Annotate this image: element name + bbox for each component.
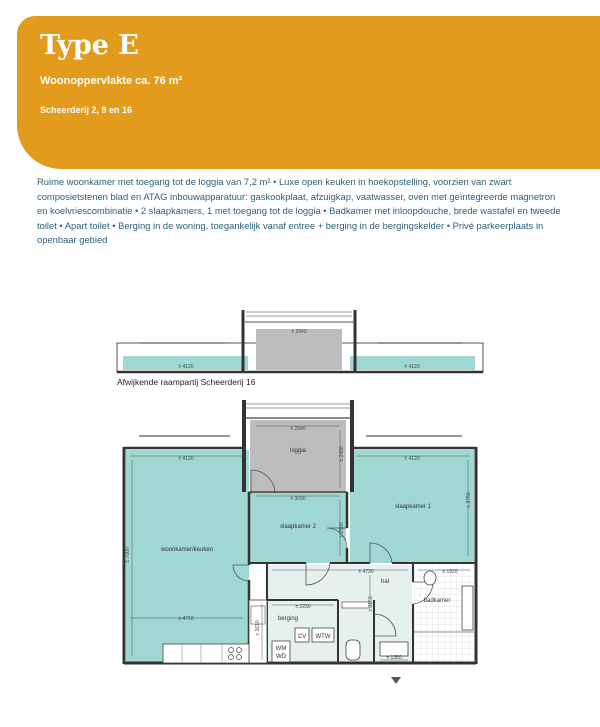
dim-slaapkamer-2-height: ± 2500 [339,522,345,538]
dim-slaapkamer-1-height: ± 3750 [466,492,472,508]
label-berging: berging [277,616,299,622]
dim-woonkamer-height: ± 7000 [125,547,131,563]
inset-plan [117,310,483,372]
inset-dim-left: ± 4120 [178,364,194,370]
room-woonkamer [126,450,249,662]
dim-berging-height: ± 1610 [255,620,261,636]
label-loggia: loggia [289,448,307,454]
inset-caption: Afwijkende raampartij Scheerderij 16 [117,377,256,387]
label-woonkamer: woonkamer/keuken [160,547,214,553]
dim-slaapkamer-2-width: ± 3090 [290,496,306,502]
dim-loggia-width: ± 2940 [290,426,306,432]
label-slaapkamer-2: slaapkamer 2 [279,524,317,530]
label-wd: WD [276,654,286,660]
dim-woonkamer-width: ± 4120 [178,456,194,462]
living-area: Woonoppervlakte ca. 76 m² [40,75,183,87]
dim-toilet-width: ± 1350 [386,655,402,661]
address: Scheerderij 2, 9 en 16 [40,105,133,115]
inset-dim-right: ± 4120 [404,364,420,370]
dim-slaapkamer-1-width: ± 4120 [404,456,420,462]
dim-hal-height: ± 3160 [368,596,374,612]
label-slaapkamer-1: slaapkamer 1 [394,504,432,510]
label-wm: WM [275,646,287,652]
page-title: Type E [40,30,139,61]
label-cv: CV [297,634,307,640]
dim-loggia-height: ± 2400 [339,446,345,462]
label-wtw: WTW [315,634,331,640]
label-badkamer: badkamer [423,598,451,604]
dim-berging-width: ± 2230 [295,604,311,610]
inset-dim-loggia: ± 2940 [291,329,307,335]
dim-woonkamer-bottom: ± 4710 [178,616,194,622]
dim-badkamer-width: ± 1920 [442,569,458,575]
dim-hal-width: ± 4730 [358,569,374,575]
description: Ruime woonkamer met toegang tot de loggia van 7,2 m² • Luxe open keuken in hoekopstelling, voorzien van zwart composietstenen blad en ATAG inbouwapparatuur: gaskookplaat, afzuigkap, vaatwasser, oven met geïntegreerde magnetron en koelvriescombinatie • 2 slaapkamers, 1 met toegang tot de loggia • Badkamer met inloopdouche, brede wastafel en tweede toilet • Apart toilet • Berging in de woning, toegankelijk vanaf entree + berging in de bergingskelder • Privé parkeerplaats in openbaar gebied [37,176,561,246]
label-hal: hal [380,579,390,585]
